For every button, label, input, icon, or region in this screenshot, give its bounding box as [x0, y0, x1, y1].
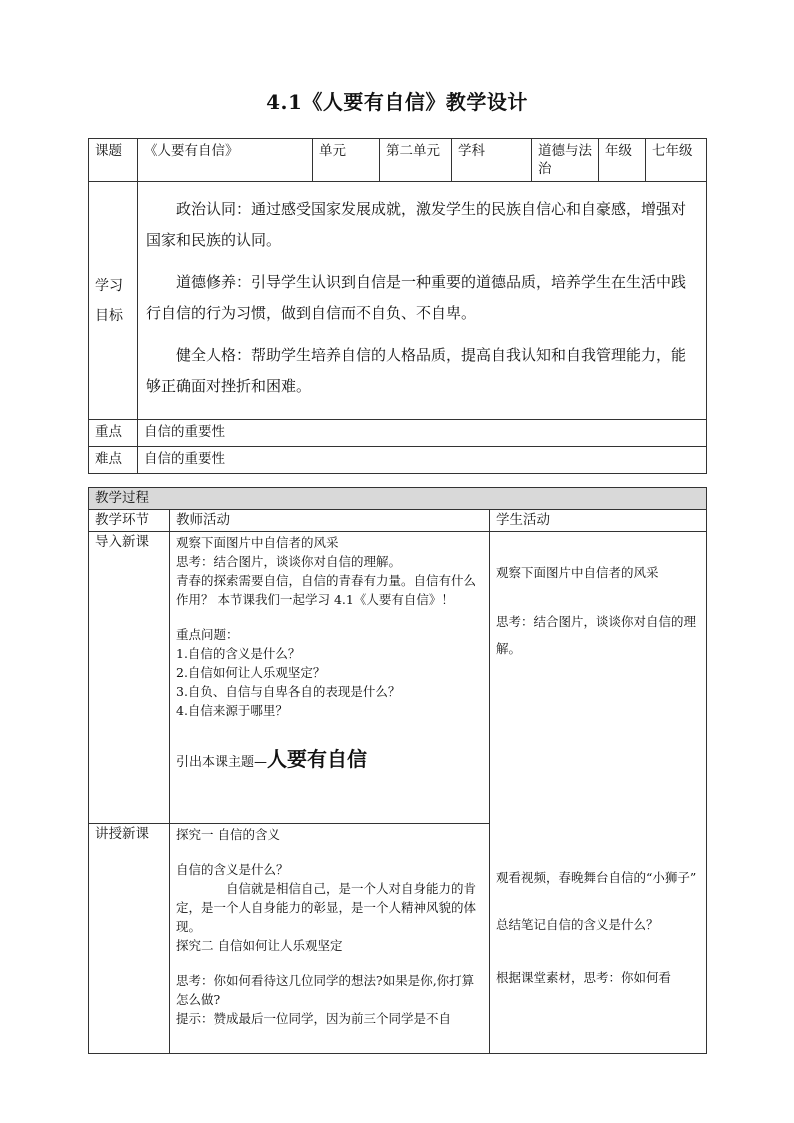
student-3: 观看视频，春晚舞台自信的“小狮子” — [496, 870, 697, 885]
goal-personality: 健全人格：帮助学生培养自信的人格品质，提高自我认知和自我管理能力，能够正确面对挫折和困难。 — [146, 346, 687, 395]
difficult-label: 难点 — [89, 447, 138, 474]
col-stage: 教学环节 — [89, 510, 170, 532]
difficult-value: 自信的重要性 — [138, 447, 707, 474]
goal-political: 政治认同：通过感受国家发展成就，激发学生的民族自信心和自豪感，增强对国家和民族的认同。 — [146, 200, 687, 249]
unit-label: 单元 — [313, 139, 380, 182]
student-1: 观察下面图片中自信者的风采 — [496, 565, 659, 580]
student-4: 总结笔记自信的含义是什么？ — [496, 917, 659, 932]
student-activities — [490, 532, 707, 1054]
intro-line-1: 观察下面图片中自信者的风采 — [176, 535, 339, 550]
explore-2: 探究二 自信如何让人乐观坚定 — [176, 938, 343, 953]
key-questions-title: 重点问题： — [176, 627, 239, 642]
explore-1: 探究一 自信的含义 — [176, 827, 280, 842]
subject-label: 学科 — [452, 139, 532, 182]
question-2: 2.自信如何让人乐观坚定？ — [176, 665, 326, 680]
col-student: 学生活动 — [490, 510, 707, 532]
page-title: 4.1《人要有自信》教学设计 — [266, 90, 528, 114]
key-value: 自信的重要性 — [138, 420, 707, 447]
lead-topic: 人要有自信 — [267, 747, 368, 771]
process-table — [88, 487, 707, 1054]
definition: 自信就是相信自己，是一个人对自身能力的肯定，是一个人自身能力的彰显，是一个人精神风貌的体现。 — [176, 881, 477, 934]
student-5: 根据课堂素材，思考：你如何看 — [496, 970, 672, 985]
intro-line-2: 思考：结合图片，谈谈你对自信的理解。 — [176, 554, 402, 569]
subject-value: 道德与法治 — [532, 139, 599, 182]
lead-line — [176, 747, 483, 772]
key-label: 重点 — [89, 420, 138, 447]
stage-intro: 导入新课 — [89, 532, 170, 824]
think-question: 思考：你如何看待这几位同学的想法?如果是你,你打算怎么做? — [176, 973, 475, 1007]
hint: 提示：赞成最后一位同学，因为前三个同学是不自 — [176, 1011, 452, 1026]
lead-prefix: 引出本课主题— — [176, 755, 268, 770]
goals-label: 学习目标 — [89, 182, 138, 420]
question-4: 4.自信来源于哪里？ — [176, 703, 288, 718]
question-3: 3.自负、自信与自卑各自的表现是什么？ — [176, 684, 401, 699]
teacher-lecture — [170, 824, 490, 1054]
goal-moral: 道德修养：引导学生认识到自信是一种重要的道德品质，培养学生在生活中践行自信的行为习惯，做到自信而不自负、不自卑。 — [146, 273, 687, 322]
process-header: 教学过程 — [89, 488, 707, 510]
grade-value: 七年级 — [646, 139, 707, 182]
question-1: 1.自信的含义是什么？ — [176, 646, 301, 661]
col-teacher: 教师活动 — [170, 510, 490, 532]
grade-label: 年级 — [599, 139, 646, 182]
student-2: 思考：结合图片，谈谈你对自信的理解。 — [496, 614, 697, 656]
goals-cell — [138, 182, 707, 420]
intro-line-3: 青春的探索需要自信，自信的青春有力量。自信有什么作用？ 本节课我们一起学习 4.1《人要有自信》！ — [176, 573, 477, 607]
topic-label: 课题 — [89, 139, 138, 182]
unit-value: 第二单元 — [380, 139, 452, 182]
lecture-q1: 自信的含义是什么？ — [176, 862, 289, 877]
teacher-intro — [170, 532, 490, 824]
stage-lecture: 讲授新课 — [89, 824, 170, 1054]
info-table — [88, 138, 707, 474]
topic-value: 《人要有自信》 — [138, 139, 313, 182]
